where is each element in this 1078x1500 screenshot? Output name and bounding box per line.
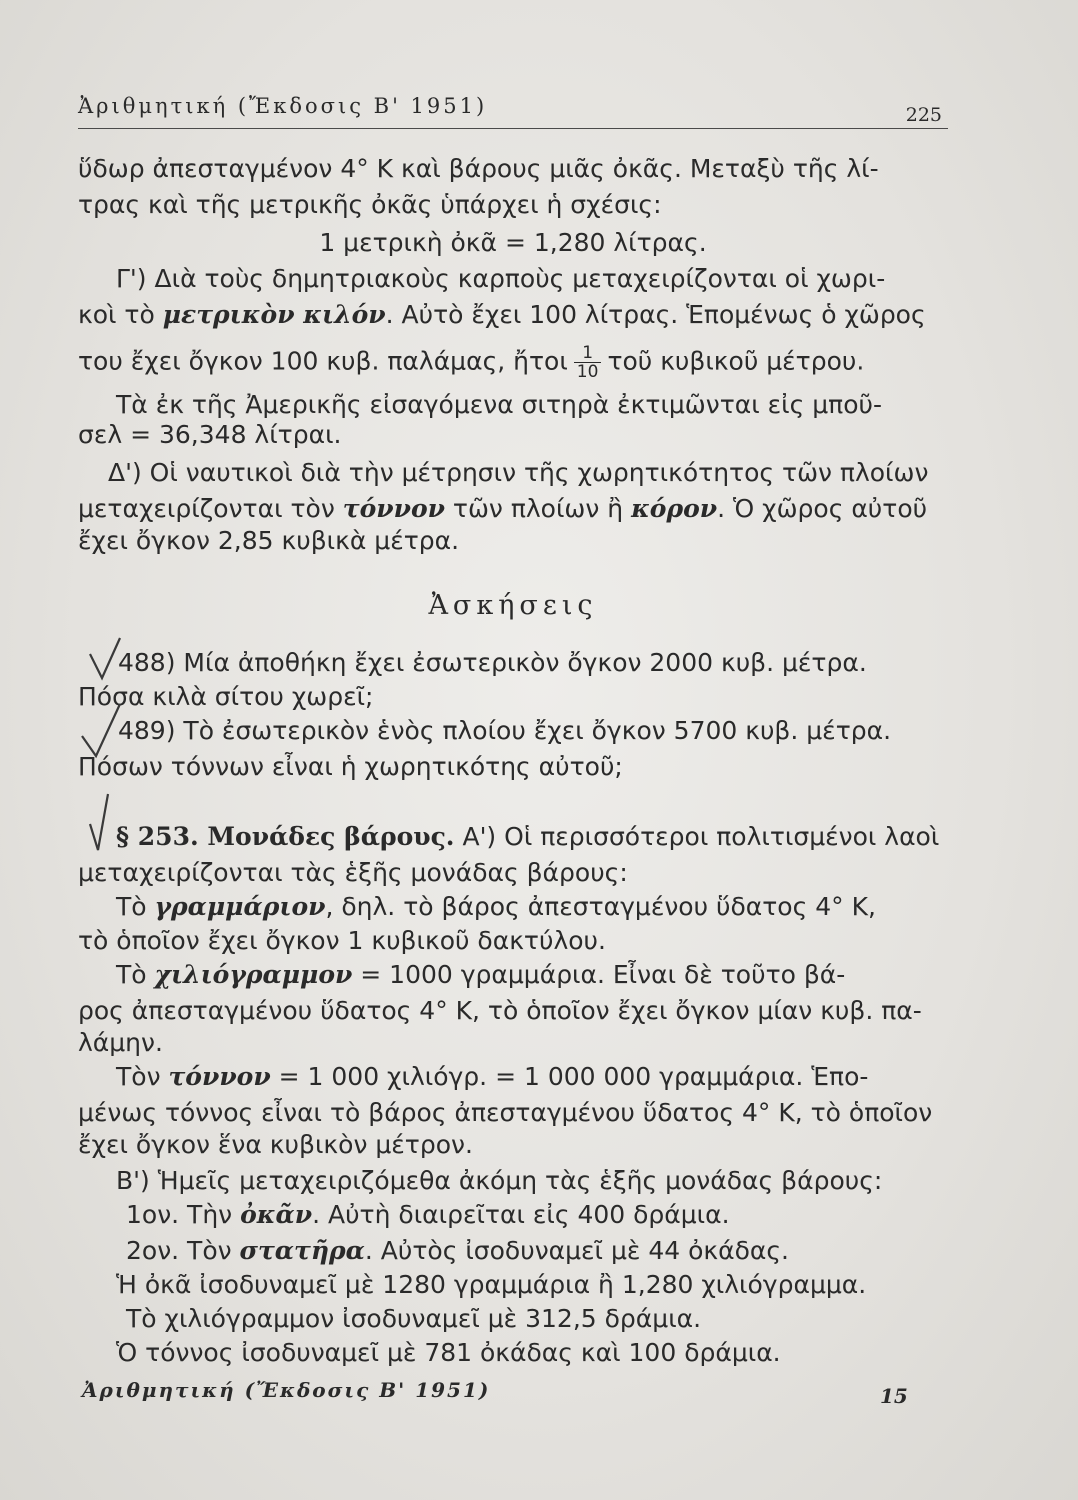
text-line: Τὸ χιλιόγραμμον = 1000 γραμμάρια. Εἶναι δὲ τοῦτο βά- [116,960,846,989]
section-heading: § 253. Μονάδες βάρους. [116,822,455,851]
text-line: Ἡ ὀκᾶ ἰσοδυναμεῖ μὲ 1280 γραμμάρια ἢ 1,280 χιλιόγραμμα. [116,1270,867,1299]
text-line: Τὸ χιλιόγραμμον ἰσοδυναμεῖ μὲ 312,5 δράμια. [126,1304,702,1333]
equation-line: 1 μετρικὴ ὀκᾶ = 1,280 λίτρας. [319,228,707,257]
text-line: μένως τόννος εἶναι τὸ βάρος ἀπεσταγμένου ὕδατος 4° Κ, τὸ ὁποῖον [78,1098,933,1127]
page-number: 225 [905,104,942,126]
fraction-one-tenth: $\frac{1}{10}$ [574,344,602,381]
text-line: ρος ἀπεσταγμένου ὕδατος 4° Κ, τὸ ὁποῖον ἔχει ὄγκον μίαν κυβ. πα- [78,996,922,1025]
term-tonnon: τόννον [168,1062,271,1091]
text-line: κοὶ τὸ μετρικὸν κιλόν. Αὐτὸ ἔχει 100 λίτρας. Ἑπομένως ὁ χῶρος [78,300,926,329]
text-line: Τὸν τόννον = 1 000 χιλιόγρ. = 1 000 000 γραμμάρια. Ἑπο- [116,1062,869,1091]
text-line: τρας καὶ τῆς μετρικῆς ὀκᾶς ὑπάρχει ἡ σχέσις: [78,190,662,219]
exercises-title: Ἀσκήσεις [428,590,598,621]
term-tonnon: τόννον [342,494,445,523]
text-line: Τὸ γραμμάριον, δηλ. τὸ βάρος ἀπεσταγμένου ὕδατος 4° Κ, [116,892,876,921]
text-line: ὕδωρ ἀπεσταγμένον 4° Κ καὶ βάρους μιᾶς ὀκᾶς. Μεταξὺ τῆς λί- [78,154,879,183]
running-header [78,88,948,129]
exercise-489-line-2: Πόσων τόννων εἶναι ἡ χωρητικότης αὐτοῦ; [78,752,623,781]
text-line: Δ') Οἱ ναυτικοὶ διὰ τὴν μέτρησιν τῆς χωρητικότητος τῶν πλοίων [108,458,929,487]
text-line: ἔχει ὄγκον 2,85 κυβικὰ μέτρα. [78,526,460,555]
text-line: ἔχει ὄγκον ἕνα κυβικὸν μέτρον. [78,1130,473,1159]
signature-number: 15 [880,1384,908,1408]
term-koron: κόρον [631,494,718,523]
text-line: Β') Ἡμεῖς μεταχειριζόμεθα ἀκόμη τὰς ἑξῆς μονάδας βάρους: [116,1166,883,1195]
term-statira: στατῆρα [239,1236,365,1265]
exercise-489-line-1: 489) Τὸ ἐσωτερικὸν ἑνὸς πλοίου ἔχει ὄγκον 5700 κυβ. μέτρα. [118,716,892,745]
text-line: μεταχειρίζονται τὸν τόννον τῶν πλοίων ἢ κόρον. Ὁ χῶρος αὐτοῦ [78,494,928,523]
text-line: 2ον. Τὸν στατῆρα. Αὐτὸς ἰσοδυναμεῖ μὲ 44 ὀκάδας. [126,1236,789,1265]
text-line: μεταχειρίζονται τὰς ἑξῆς μονάδας βάρους: [78,858,628,887]
footer-title: Ἀριθμητική (Ἔκδοσις Β' 1951) [82,1378,491,1402]
term-kiliogrammon: χιλιόγραμμον [154,960,353,989]
text-line-fraction: του ἔχει ὄγκον 100 κυβ. παλάμας, ἤτοι $\frac{1}{10}$ τοῦ κυβικοῦ μέτρου. [78,343,865,382]
header-title: Ἀριθμητική (Ἔκδοσις Β' 1951) [78,94,488,118]
section-253-line: § 253. Μονάδες βάρους. Α') Οἱ περισσότεροι πολιτισμένοι λαοὶ [116,822,940,851]
text-line: Γ') Διὰ τοὺς δημητριακοὺς καρποὺς μεταχειρίζονται οἱ χωρι- [116,264,886,293]
text-line: σελ = 36,348 λίτραι. [78,420,342,449]
term-metric-kilo: μετρικὸν κιλόν [162,300,386,329]
text-line: τὸ ὁποῖον ἔχει ὄγκον 1 κυβικοῦ δακτύλου. [78,926,606,955]
exercise-488-line-2: Πόσα κιλὰ σίτου χωρεῖ; [78,682,374,711]
term-okan: ὀκᾶν [240,1200,313,1229]
term-grammarion: γραμμάριον [154,892,326,921]
exercise-488-line-1: 488) Μία ἀποθήκη ἔχει ἐσωτερικὸν ὄγκον 2000 κυβ. μέτρα. [118,648,867,677]
text-line: 1ον. Τὴν ὀκᾶν. Αὐτὴ διαιρεῖται εἰς 400 δράμια. [126,1200,730,1229]
text-line: λάμην. [78,1028,163,1057]
text-line: Τὰ ἐκ τῆς Ἀμερικῆς εἰσαγόμενα σιτηρὰ ἐκτιμῶνται εἰς μποῦ- [116,390,882,419]
text-line: Ὁ τόννος ἰσοδυναμεῖ μὲ 781 ὀκάδας καὶ 100 δράμια. [116,1338,781,1367]
